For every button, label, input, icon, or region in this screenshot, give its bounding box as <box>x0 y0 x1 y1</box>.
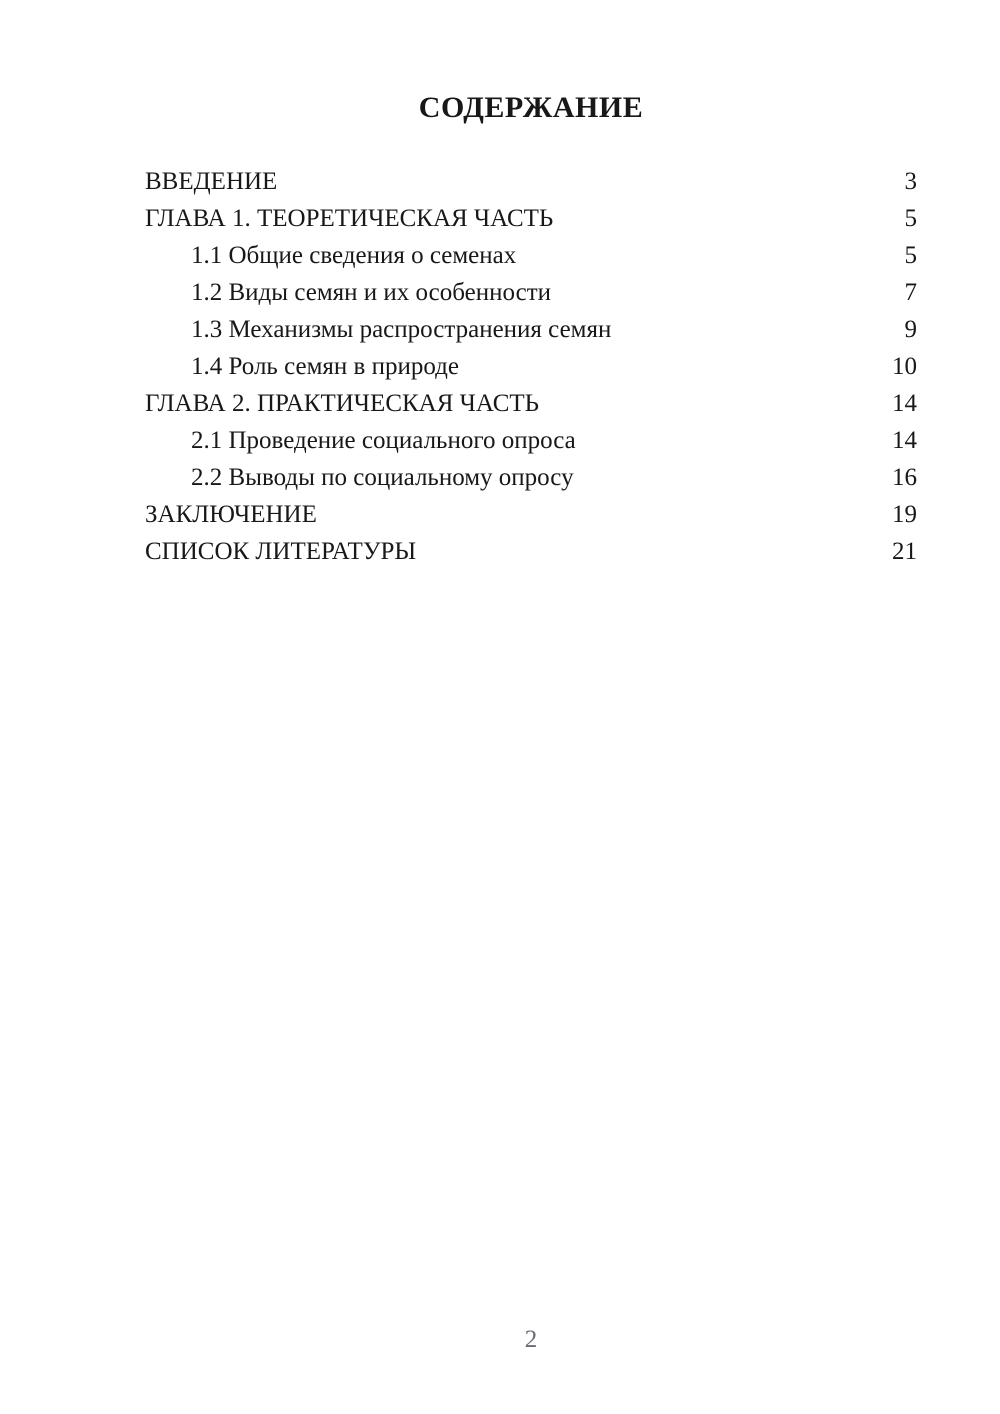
toc-entry-label: ЗАКЛЮЧЕНИЕ <box>145 501 317 528</box>
toc-row <box>145 459 917 496</box>
toc-entry-label: СПИСОК ЛИТЕРАТУРЫ <box>145 538 417 565</box>
toc-row <box>145 422 917 459</box>
toc-entry-label: 1.1 Общие сведения о семенах <box>191 242 517 269</box>
footer-page-number: 2 <box>524 1326 538 1353</box>
toc-row <box>145 496 917 533</box>
toc-entry-page: 9 <box>904 316 917 343</box>
toc-entry-label: 1.3 Механизмы распространения семян <box>191 316 612 343</box>
toc-entry-label: 2.1 Проведение социального опроса <box>191 427 576 454</box>
toc-entry-page: 5 <box>904 242 917 269</box>
toc-entry-page: 5 <box>904 205 917 232</box>
toc-entry-page: 16 <box>892 464 917 491</box>
toc-row <box>145 385 917 422</box>
toc-entry-label: 1.4 Роль семян в природе <box>191 353 459 380</box>
toc-entry-page: 7 <box>904 279 917 306</box>
toc-row <box>145 348 917 385</box>
toc-entry-page: 14 <box>892 427 917 454</box>
toc-title: СОДЕРЖАНИЕ <box>418 91 644 124</box>
toc-entry-label: 1.2 Виды семян и их особенности <box>191 279 552 306</box>
toc-entry-label: 2.2 Выводы по социальному опросу <box>191 464 574 491</box>
toc-row <box>145 237 917 274</box>
toc-entry-label: ГЛАВА 1. ТЕОРЕТИЧЕСКАЯ ЧАСТЬ <box>145 205 554 232</box>
toc-entry-page: 21 <box>892 538 917 565</box>
toc-list <box>145 163 917 570</box>
toc-entry-page: 3 <box>904 168 917 195</box>
toc-row <box>145 163 917 200</box>
toc-row <box>145 533 917 570</box>
toc-row <box>145 274 917 311</box>
toc-row <box>145 311 917 348</box>
toc-entry-label: ВВЕДЕНИЕ <box>145 168 278 195</box>
toc-entry-page: 10 <box>892 353 917 380</box>
toc-entry-label: ГЛАВА 2. ПРАКТИЧЕСКАЯ ЧАСТЬ <box>145 390 540 417</box>
toc-entry-page: 19 <box>892 501 917 528</box>
toc-entry-page: 14 <box>892 390 917 417</box>
toc-row <box>145 200 917 237</box>
